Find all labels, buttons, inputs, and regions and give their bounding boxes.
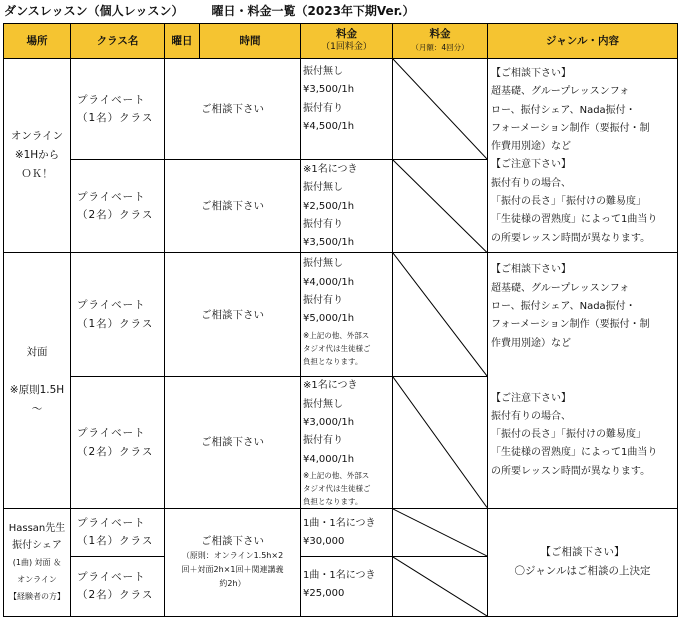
- class-online-2: プライベート （2名）クラス: [71, 160, 165, 253]
- price-table: [3, 23, 678, 617]
- class-taimen-2: プライベート （2名）クラス: [71, 377, 165, 508]
- class-hassan-2: プライベート （2名）クラス: [71, 556, 165, 616]
- header-place: 場所: [4, 24, 71, 59]
- class-online-1: プライベート （1名）クラス: [71, 59, 165, 160]
- class-hassan-1: プライベート （1名）クラス: [71, 508, 165, 556]
- monthly-fee-empty: [393, 253, 488, 377]
- header-genre: ジャンル・内容: [488, 24, 678, 59]
- place-taimen: 対面 ※原則1.5H ～: [4, 253, 71, 508]
- price-taimen-2: ※1名につき 振付無し ¥3,000/1h 振付有り ¥4,000/1h ※上記の他、外部ス タジオ代は生徒様ご 負担となります。: [301, 377, 393, 508]
- price-online-2: ※1名につき 振付無し ¥2,500/1h 振付有り ¥3,500/1h: [301, 160, 393, 253]
- title-left: ダンスレッスン（個人レッスン）: [4, 4, 184, 18]
- price-hassan-2: 1曲・1名につき ¥25,000: [301, 556, 393, 616]
- genre-online: 【ご相談下さい】 超基礎、グループレッスンフォ ロー、振付シェア、Nada振付・ フォーメーション制作（要振付・制 作費用別途）など 【ご注意下さい】 振付有りの場合、 「振付の長さ」「振付けの難易度」 「生徒様の習熟度」によって1曲当り の所要レッスン時間が異なります。: [488, 59, 678, 253]
- monthly-fee-empty: [393, 556, 488, 616]
- header-fee-single: 料金 （1回料金）: [301, 24, 393, 59]
- schedule-taimen-1: ご相談下さい: [165, 253, 301, 377]
- price-online-1: 振付無し ¥3,500/1h 振付有り ¥4,500/1h: [301, 59, 393, 160]
- schedule-hassan: ご相談下さい （原則：オンライン1.5h×2 回＋対面2h×1回＋関連講義 約2h）: [165, 508, 301, 616]
- title-right: 曜日・料金一覧（2023年下期Ver.）: [211, 4, 415, 18]
- header-fee-monthly: 料金 （月額：4回分）: [393, 24, 488, 59]
- monthly-fee-empty: [393, 160, 488, 253]
- monthly-fee-empty: [393, 377, 488, 508]
- place-hassan: Hassan先生 振付シェア (1曲) 対面 ＆ オンライン 【経験者の方】: [4, 508, 71, 616]
- page-title: [4, 2, 414, 19]
- monthly-fee-empty: [393, 508, 488, 556]
- genre-hassan: 【ご相談下さい】 〇ジャンルはご相談の上決定: [488, 508, 678, 616]
- genre-taimen: 【ご相談下さい】 超基礎、グループレッスンフォ ロー、振付シェア、Nada振付・ フォーメーション制作（要振付・制 作費用別途）など 【ご注意下さい】 振付有りの場合、 「振付の長さ」「振付けの難易度」 「生徒様の習熟度」によって1曲当り の所要レッスン時間が異なります。: [488, 253, 678, 508]
- header-class: クラス名: [71, 24, 165, 59]
- taimen-row-1: [4, 253, 678, 377]
- schedule-online-1: ご相談下さい: [165, 59, 301, 160]
- online-row-1: [4, 59, 678, 160]
- hassan-row-1: [4, 508, 678, 556]
- place-online: オンライン ※1Hから ＯＫ！: [4, 59, 71, 253]
- class-taimen-1: プライベート （1名）クラス: [71, 253, 165, 377]
- header-row: [4, 24, 678, 59]
- schedule-online-2: ご相談下さい: [165, 160, 301, 253]
- schedule-taimen-2: ご相談下さい: [165, 377, 301, 508]
- header-day: 曜日: [165, 24, 200, 59]
- price-hassan-1: 1曲・1名につき ¥30,000: [301, 508, 393, 556]
- monthly-fee-empty: [393, 59, 488, 160]
- header-time: 時間: [200, 24, 301, 59]
- price-taimen-1: 振付無し ¥4,000/1h 振付有り ¥5,000/1h ※上記の他、外部ス タジオ代は生徒様ご 負担となります。: [301, 253, 393, 377]
